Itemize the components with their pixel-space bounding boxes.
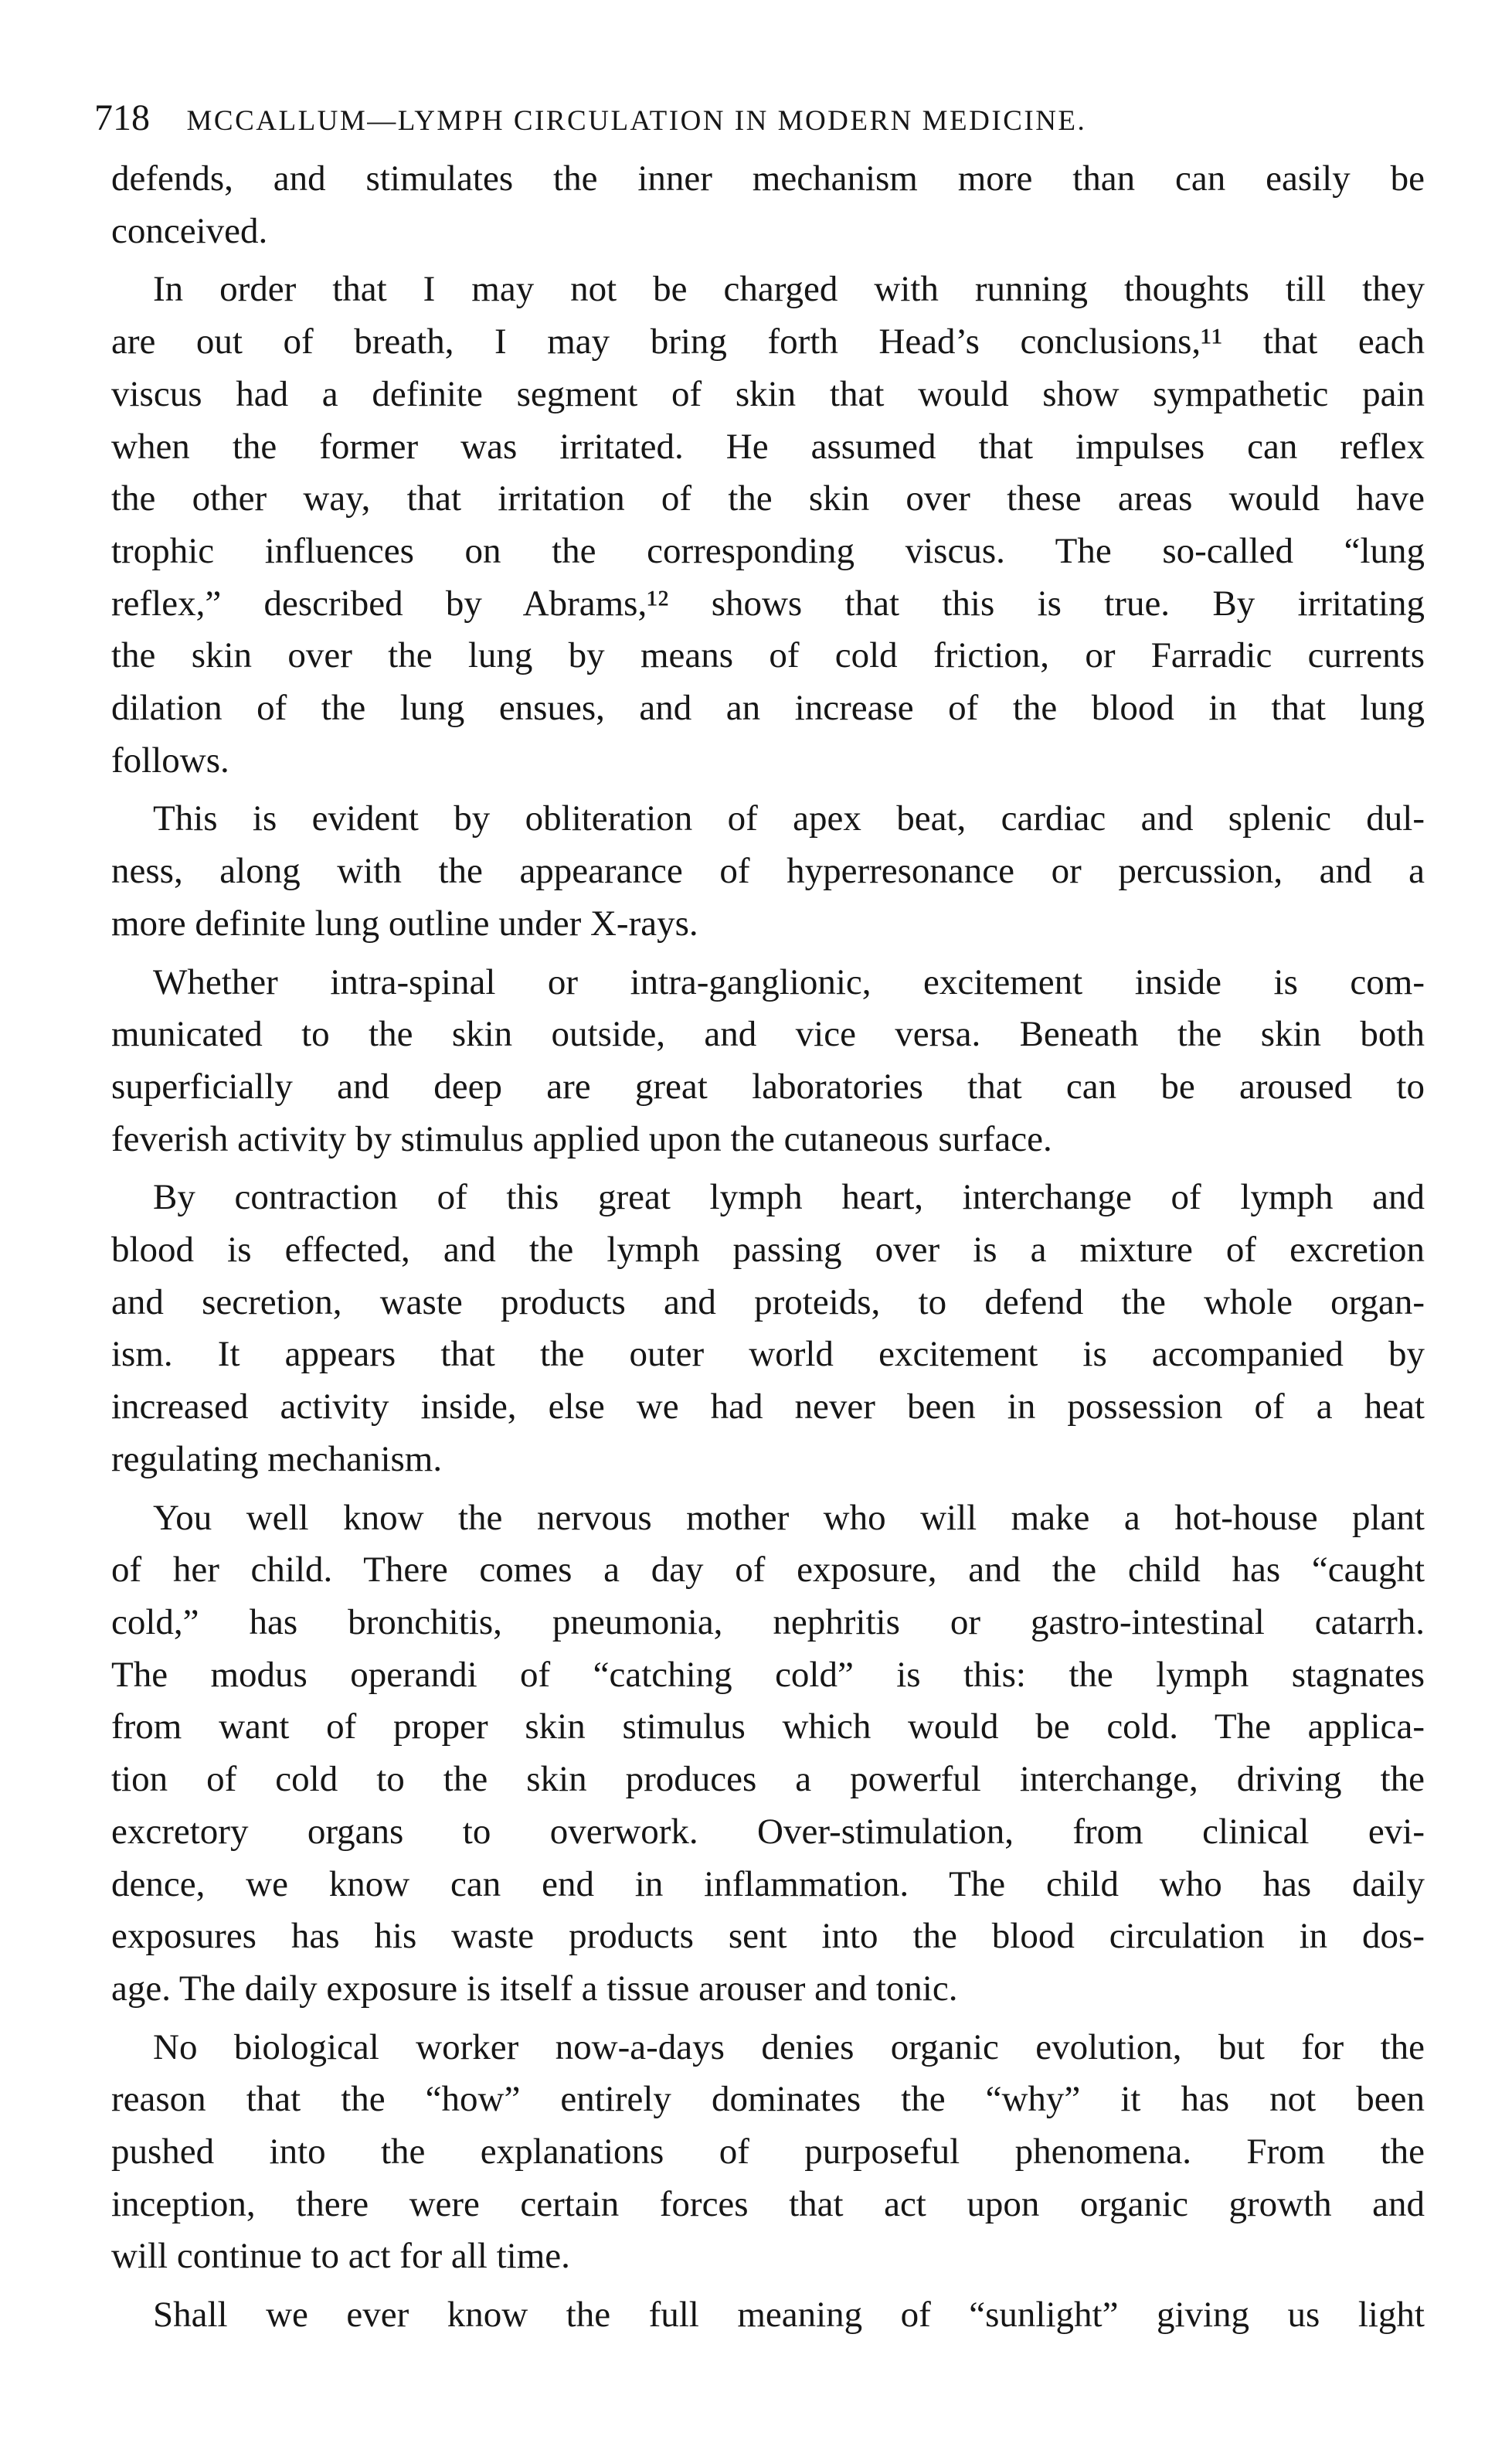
text-line: from want of proper skin stimulus which would be cold. The applica-: [111, 1706, 1425, 1747]
text-line: excretory organs to overwork. Over-stimulation, from clinical evi-: [111, 1811, 1425, 1852]
text-line: reflex,” described by Abrams,¹² shows that this is true. By irritating: [111, 583, 1425, 624]
body-text: [111, 153, 1425, 2348]
text-line: superficially and deep are great laboratories that can be aroused to: [111, 1066, 1425, 1107]
text-line: conceived.: [111, 210, 268, 251]
paragraph: [111, 264, 1425, 787]
text-line: defends, and stimulates the inner mechanism more than can easily be: [111, 158, 1425, 199]
paragraph: [111, 153, 1425, 257]
text-line: regulating mechanism.: [111, 1438, 443, 1479]
text-line: exposures has his waste products sent into the blood circulation in dos-: [111, 1916, 1425, 1957]
text-line: increased activity inside, else we had never been in possession of a heat: [111, 1387, 1425, 1427]
text-line: tion of cold to the skin produces a powerful interchange, driving the: [111, 1759, 1425, 1800]
text-line: of her child. There comes a day of exposure, and the child has “caught: [111, 1550, 1425, 1591]
text-line: cold,” has bronchitis, pneumonia, nephritis or gastro-intestinal catarrh.: [111, 1601, 1425, 1642]
text-line: This is evident by obliteration of apex beat, cardiac and splenic dul-: [153, 798, 1425, 839]
paragraph: [111, 1492, 1425, 2016]
paragraph: [111, 1172, 1425, 1485]
paragraph: [111, 957, 1425, 1166]
text-line: ness, along with the appearance of hyperresonance or percussion, and a: [111, 851, 1425, 892]
text-line: when the former was irritated. He assumed that impulses can reflex: [111, 426, 1425, 467]
text-line: pushed into the explanations of purposeful phenomena. From the: [111, 2132, 1425, 2173]
text-line: trophic influences on the corresponding viscus. The so-called “lung: [111, 530, 1425, 571]
text-line: feverish activity by stimulus applied upon the cutaneous surface.: [111, 1118, 1052, 1159]
text-line: will continue to act for all time.: [111, 2236, 570, 2277]
running-title: MCCALLUM—LYMPH CIRCULATION IN MODERN MEDICINE.: [186, 105, 1087, 137]
paragraph: [111, 2289, 1425, 2342]
paragraph: [111, 2022, 1425, 2284]
text-line: You well know the nervous mother who will make a hot-house plant: [153, 1497, 1425, 1538]
text-line: In order that I may not be charged with running thoughts till they: [153, 269, 1425, 310]
running-head: [94, 91, 1408, 145]
page-number: 718: [94, 97, 150, 138]
text-line: more definite lung outline under X-rays.: [111, 903, 698, 944]
text-line: and secretion, waste products and proteids, to defend the whole organ-: [111, 1281, 1425, 1322]
text-line: Shall we ever know the full meaning of “sunlight” giving us light: [153, 2295, 1425, 2336]
text-line: the skin over the lung by means of cold friction, or Farradic currents: [111, 635, 1425, 676]
paragraph: [111, 793, 1425, 950]
text-line: inception, there were certain forces that act upon organic growth and: [111, 2183, 1425, 2224]
text-line: viscus had a definite segment of skin that would show sympathetic pain: [111, 373, 1425, 414]
text-line: municated to the skin outside, and vice versa. Beneath the skin both: [111, 1014, 1425, 1055]
text-line: the other way, that irritation of the skin over these areas would have: [111, 478, 1425, 519]
text-line: No biological worker now-a-days denies organic evolution, but for the: [153, 2026, 1425, 2067]
text-line: By contraction of this great lymph heart, interchange of lymph and: [153, 1177, 1425, 1218]
text-line: follows.: [111, 740, 229, 781]
text-line: Whether intra-spinal or intra-ganglionic, excitement inside is com-: [153, 961, 1425, 1002]
text-line: are out of breath, I may bring forth Head’s conclusions,¹¹ that each: [111, 322, 1425, 362]
text-line: reason that the “how” entirely dominates the “why” it has not been: [111, 2079, 1425, 2120]
text-line: ism. It appears that the outer world excitement is accompanied by: [111, 1334, 1425, 1375]
text-line: The modus operandi of “catching cold” is this: the lymph stagnates: [111, 1654, 1425, 1695]
text-line: blood is effected, and the lymph passing over is a mixture of excretion: [111, 1230, 1425, 1271]
text-line: dilation of the lung ensues, and an increase of the blood in that lung: [111, 688, 1425, 729]
text-line: dence, we know can end in inflammation. The child who has daily: [111, 1863, 1425, 1904]
text-line: age. The daily exposure is itself a tissue arouser and tonic.: [111, 1968, 958, 2009]
